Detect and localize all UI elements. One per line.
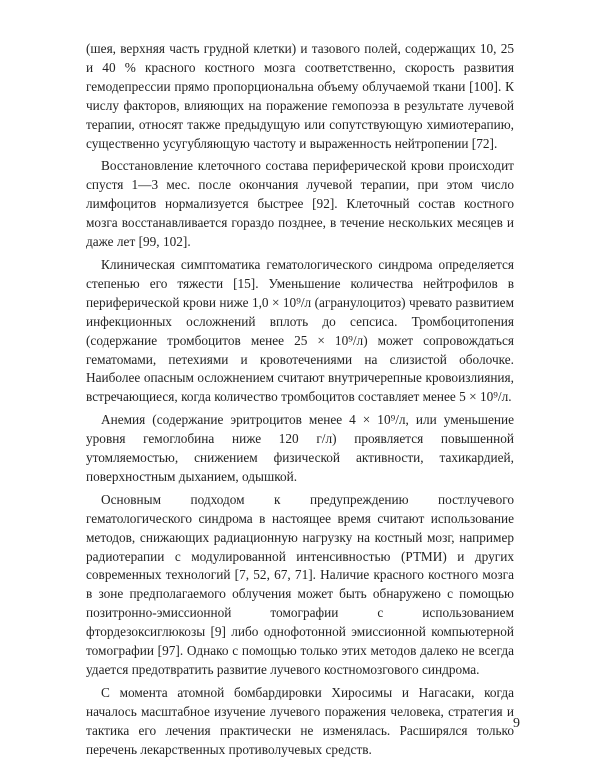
- paragraph-anemia: Анемия (содержание эритроцитов менее 4 × 10⁹/л, или уменьшение уровня гемоглобина ниже 120 г/л) проявляется повышенной утомляемостью, снижением физической активности, тахикардией, поверхностным дыханием, одышкой.: [86, 412, 514, 484]
- page-number: 9: [513, 716, 520, 731]
- paragraph-recovery: Восстановление клеточного состава периферической крови происходит спустя 1—3 мес. после окончания лучевой терапии, при этом число лимфоцитов нормализуется быстрее [92]. Клеточный состав костного мозга восстанавливается гораздо позднее, в течение нескольких месяцев и даже лет [99, 102].: [86, 158, 514, 250]
- paragraph-hiroshima: С момента атомной бомбардировки Хиросимы и Нагасаки, когда началось масштабное изучение лучевого поражения человека, стратегия и тактика его лечения практически не изменялась. Расширялся только перечень лекарственных противолучевых средств.: [86, 684, 514, 757]
- body-text: [86, 40, 514, 764]
- paragraph-clinical-symptoms: Клиническая симптоматика гематологического синдрома определяется степенью его тяжести [15]. Уменьшение количества нейтрофилов в периферической крови ниже 1,0 × 10⁹/л (агранулоцитоз) чревато развитием инфекционных осложнений вплоть до сепсиса. Тромбоцитопения (содержание тромбоцитов менее 25 × 10⁹/л) может сопровождаться гематомами, петехиями и кровотечениями на слизистой оболочке. Наиболее опасным осложнением считают внутричерепные кровоизлияния, встречающиеся, когда количество тромбоцитов составляет менее 5 × 10⁹/л.: [86, 256, 514, 405]
- paragraph-continuation: (шея, верхняя часть грудной клетки) и тазового полей, содержащих 10, 25 и 40 % красного костного мозга соответственно, скорость развития гемодепрессии прямо пропорциональна объему облучаемой ткани [100]. К числу факторов, влияющих на поражение гемопоэза в результате лучевой терапии, относят также предыдущую или сопутствующую химиотерапию, существенно усугубляющую частоту и выраженность нейтропении [72].: [86, 41, 514, 151]
- paragraph-prevention: Основным подходом к предупреждению постлучевого гематологического синдрома в настоящее время считают использование методов, снижающих радиационную нагрузку на костный мозг, например радиотерапии с модулированной интенсивностью (РТМИ) и других современных технологий [7, 52, 67, 71]. Наличие красного костного мозга в зоне предполагаемого облучения может быть обнаружено с помощью позитронно-эмиссионной томографии с использованием фтордезоксиглюкозы [9] либо однофотонной эмиссионной компьютерной томографии [97]. Однако с помощью только этих методов далеко не всегда удается предотвратить развитие лучевого костномозгового синдрома.: [86, 491, 514, 677]
